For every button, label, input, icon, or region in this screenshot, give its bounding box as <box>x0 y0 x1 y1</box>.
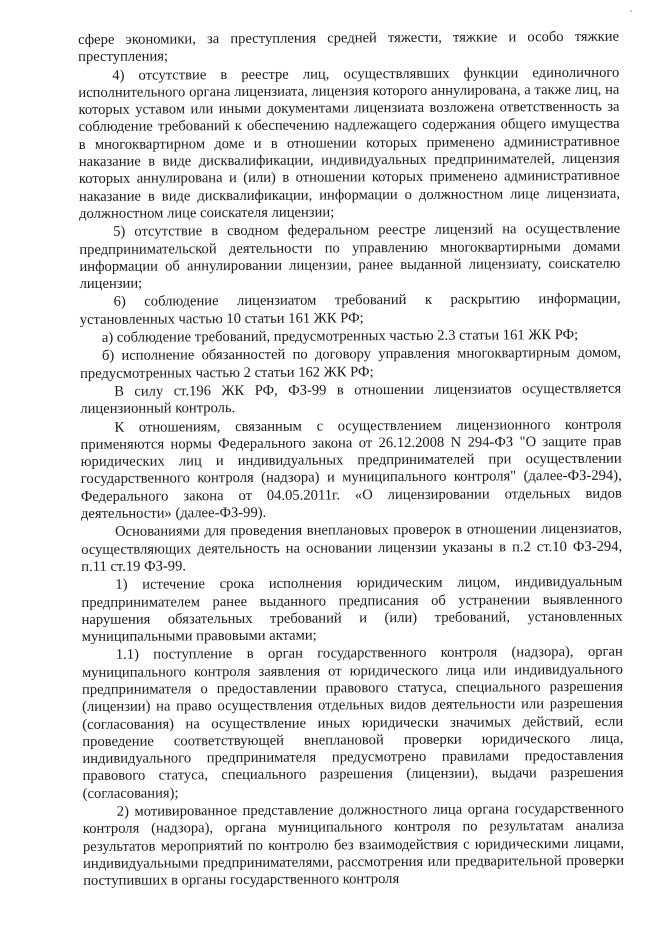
paragraph-6: б) исполнение обязанностей по договору управления многоквартирным домом, предусмотренных частью 2 статьи 162 ЖК РФ; <box>80 345 622 382</box>
paragraph-1: сфере экономики, за преступления средней тяжести, тяжкие и особо тяжкие преступления; <box>78 28 620 66</box>
paragraph-3: 5) отсутствие в сводном федеральном реестре лицензий на осуществление предпринимательской деятельности по управлению многоквартирными домами информации об аннулировании лицензии, ранее выданной лицензиату, соискателю лицензии; <box>79 220 621 293</box>
paragraph-9: Основаниями для проведения внеплановых проверок в отношении лицензиатов, осуществляющих деятельность на основании лицензии указаны в п.2 ст.10 ФЗ-294, п.11 ст.19 ФЗ-99. <box>81 520 623 575</box>
paragraph-2: 4) отсутствие в реестре лиц, осуществлявших функции единоличного исполнительного органа лицензиата, лицензия которого аннулирована, а также лиц, на которых уставом или иными документами лицензиата возложена ответственность за соблюдение требований к обеспечению надлежащего содержания общего имущества в многоквартирном доме и в отношении которых применено административное наказание в виде дисквалификации, индивидуальных предпринимателей, лицензия которых аннулирована и (или) в отношении которых применено административное наказание в виде дисквалификации, информации о должностном лице лицензиата, должностном лице соискателя лицензии; <box>78 64 621 222</box>
document-body <box>78 29 624 892</box>
paragraph-5: а) соблюдение требований, предусмотренных частью 2.3 статьи 161 ЖК РФ; <box>101 326 579 346</box>
paragraph-11: 1.1) поступление в орган государственного контроля (надзора), орган муниципального контроля заявления от юридического лица или индивидуального предпринимателя о предоставлении правового статуса, специального разрешения (лицензии) на право осуществления отдельных видов деятельности или разрешения (согласования) на осуществление иных юридически значимых действий, если проведение соответствующей внеплановой проверки юридического лица, индивидуального предпринимателя предусмотрено правилами предоставления правового статуса, специального разрешения (лицензии), выдачи разрешения (согласования); <box>81 644 624 802</box>
paragraph-12: 2) мотивированное представление должностного лица органа государственного контроля (надзора), органа муниципального контроля по результатам анализа результатов мероприятий по контролю без взаимодействия с юридическими лицами, индивидуальными предпринимателями, рассмотрения или предварительной проверки поступивших в органы государственного контроля <box>82 800 625 890</box>
paragraph-4: 6) соблюдение лицензиатом требований к раскрытию информации, установленных частью 10 статьи 161 ЖК РФ; <box>79 291 621 328</box>
paragraph-8: К отношениям, связанным с осуществлением лицензионного контроля применяются нормы Федерального закона от 26.12.2008 N 294-ФЗ "О защите прав юридических лиц и индивидуальных предпринимателей при осуществлении государственного контроля (надзора) и муниципального контроля" (далее-ФЗ-294), Федерального закона от 04.05.2011г. «О лицензировании отдельных видов деятельности» (далее-ФЗ-99). <box>80 416 622 523</box>
paragraph-7: В силу ст.196 ЖК РФ, ФЗ-99 в отношении лицензиатов осуществляется лицензионный контроль. <box>80 380 622 418</box>
paragraph-10: 1) истечение срока исполнения юридическим лицом, индивидуальным предпринимателем ранее выданного предписания об устранении выявленного нарушения обязательных требований и (или) требований, установленных муниципальными правовыми актами; <box>81 573 623 646</box>
corner-mark: ' <box>630 9 633 18</box>
